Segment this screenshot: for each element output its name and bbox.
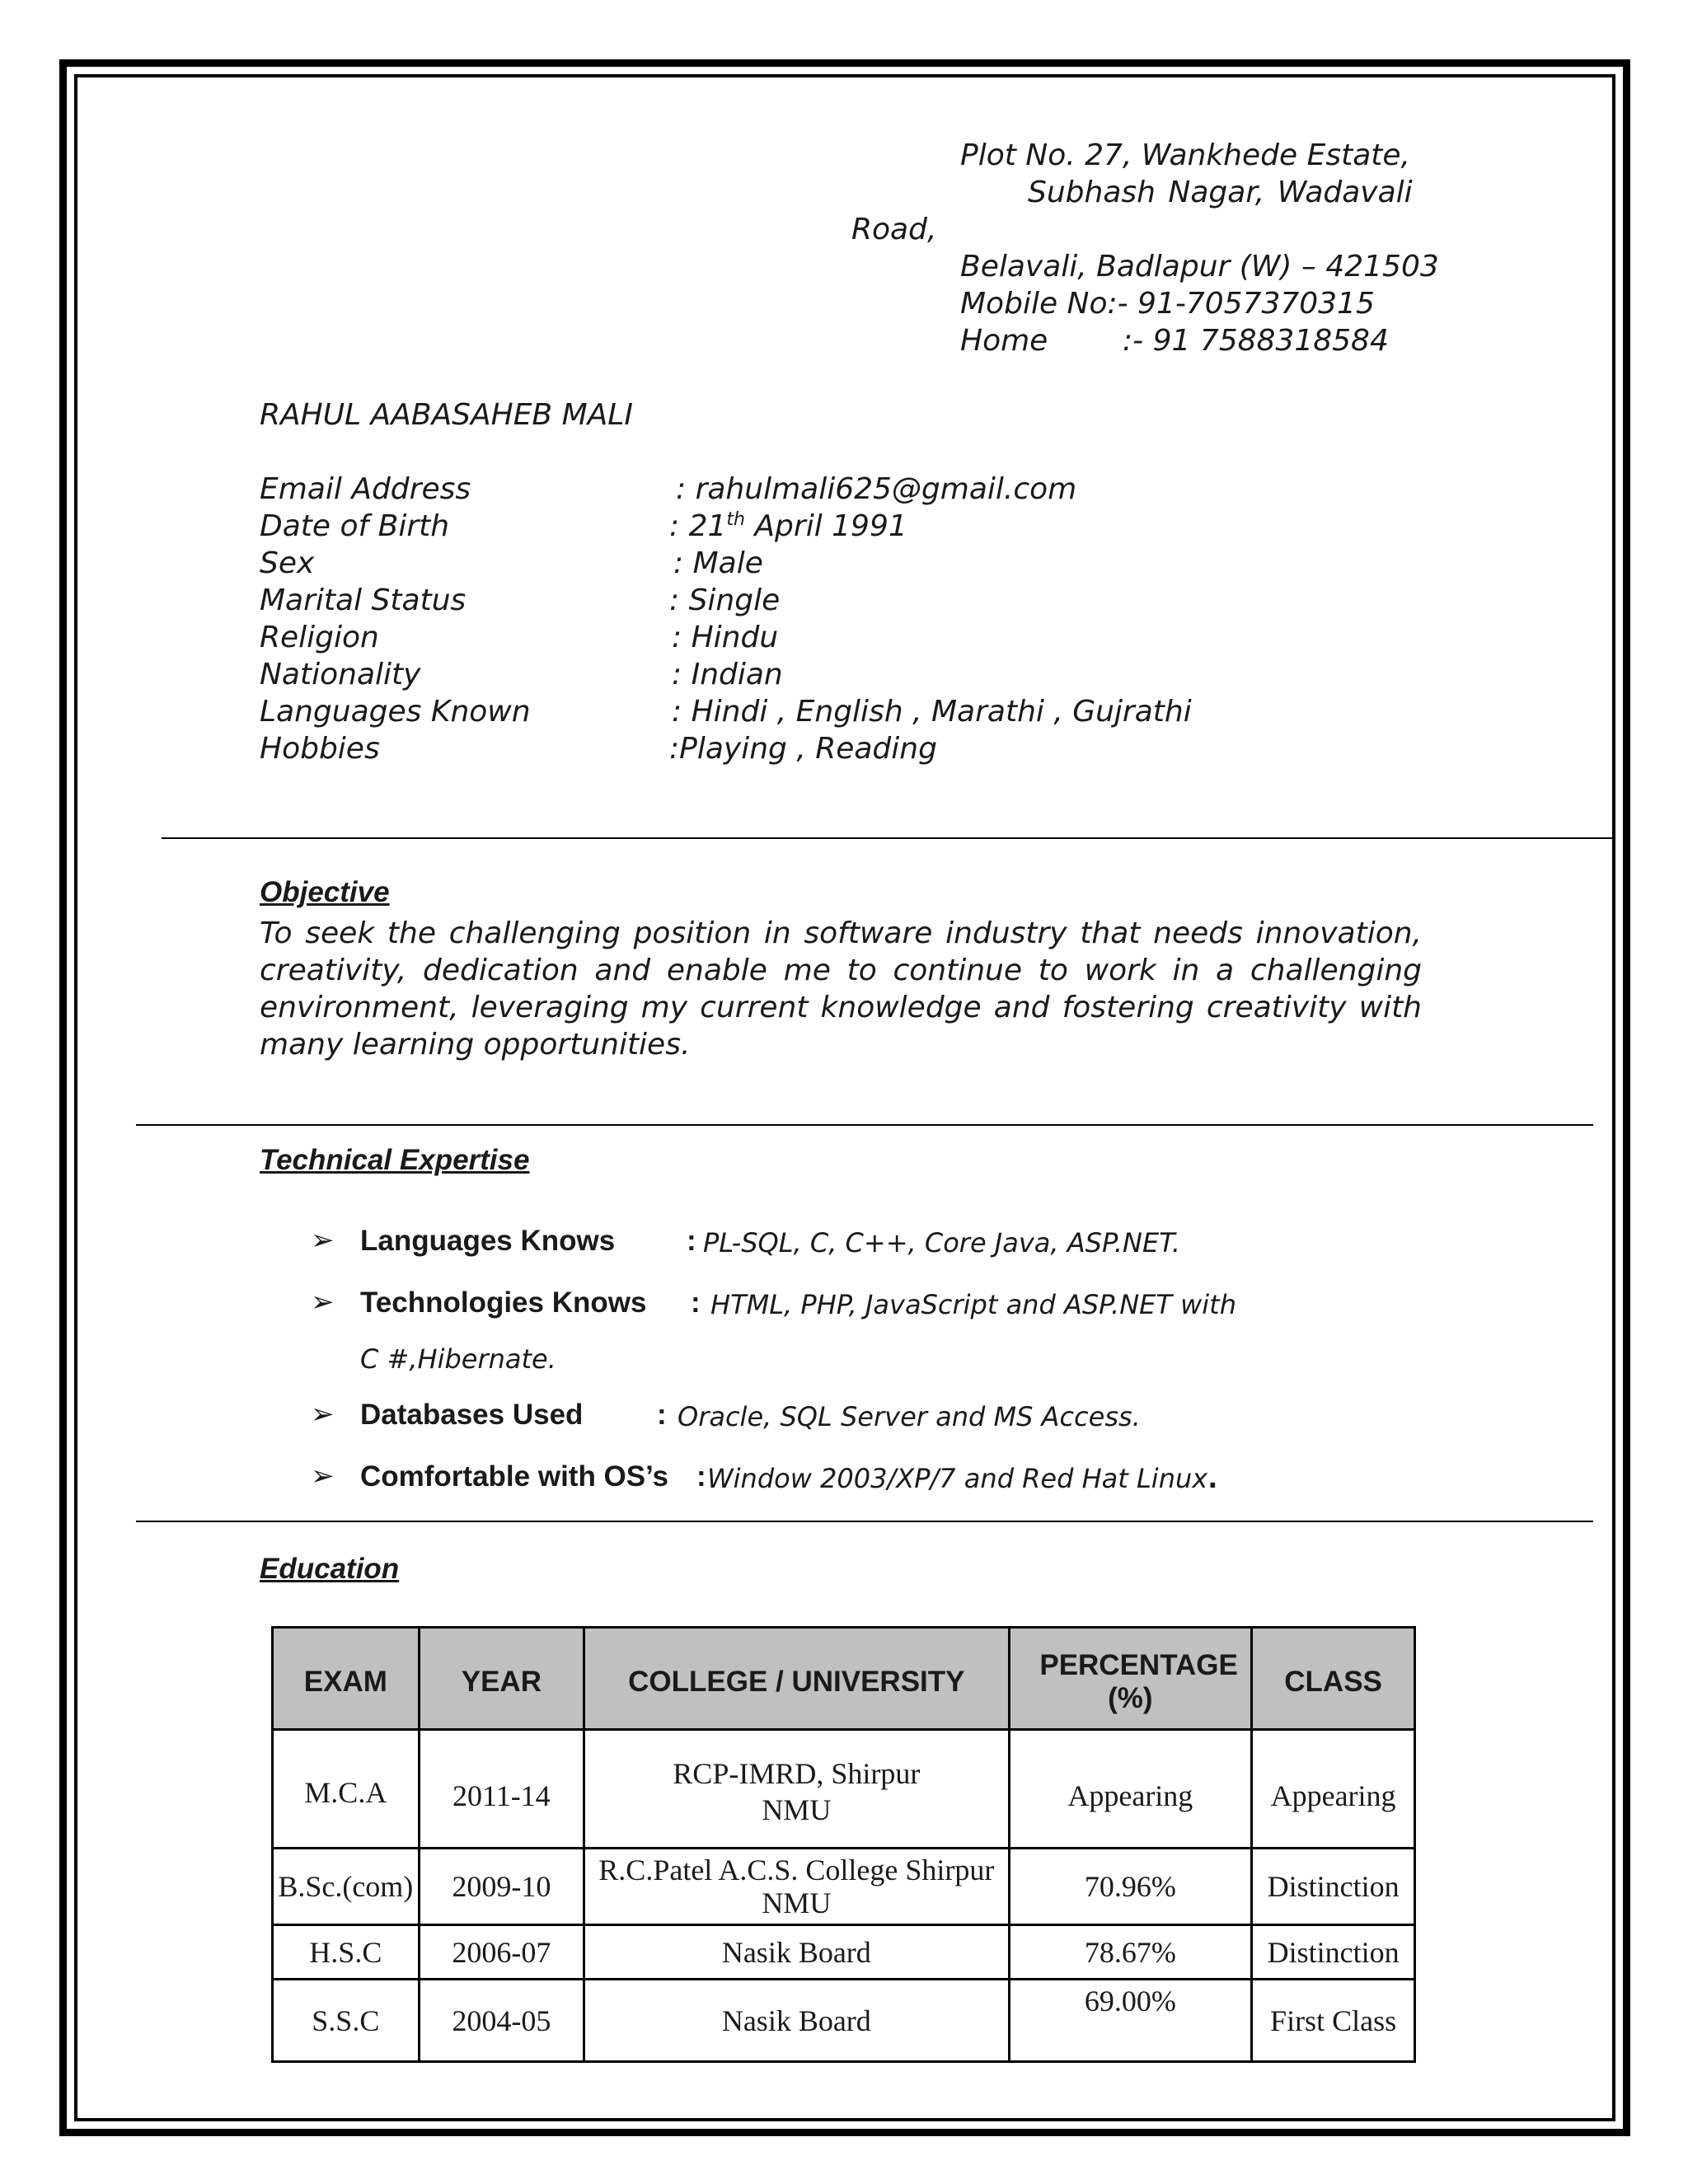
personal-label: Email Address [260,472,471,506]
cell-year: 2009-10 [419,1849,584,1925]
personal-label: Hobbies [260,732,380,766]
tech-value-continued: C #,Hibernate. [360,1343,556,1375]
cell-class: Distinction [1252,1849,1415,1925]
cell-class: Distinction [1252,1925,1415,1980]
personal-value: : Hindi , English , Marathi , Gujrathi [672,695,1192,729]
column-header: YEAR [419,1628,584,1730]
address-home-label: Home [960,324,1048,358]
tech-value: PL-SQL, C, C++, Core Java, ASP.NET. [703,1227,1181,1258]
personal-label: Languages Known [260,695,531,729]
cell-year: 2011-14 [419,1730,584,1849]
column-header: EXAM [273,1628,420,1730]
tech-colon: : [691,1286,701,1319]
section-divider [136,1124,1593,1126]
cell-year: 2006-07 [419,1925,584,1980]
arrow-bullet-icon: ➢ [311,1224,335,1257]
objective-heading: Objective [260,876,390,908]
personal-value-dob: : 21th April 1991 [669,509,907,543]
cell-year: 2004-05 [419,1980,584,2062]
table-row [273,1980,1415,2062]
personal-label: Nationality [260,658,421,691]
personal-value: : Indian [672,658,783,691]
personal-value: : rahulmali625@gmail.com [676,472,1077,506]
technical-heading: Technical Expertise [260,1144,530,1176]
tech-value: Window 2003/XP/7 and Red Hat Linux. [707,1463,1218,1494]
cell-college: Nasik Board [584,1925,1009,1980]
address-home-value: :- 91 7588318584 [1123,324,1389,358]
section-divider [162,837,1615,839]
education-table [271,1626,1416,2063]
cell-exam: M.C.A [273,1730,420,1849]
address-line1: Plot No. 27, Wankhede Estate, [960,138,1410,172]
cell-percentage: 78.67% [1009,1925,1252,1980]
personal-value: : Male [673,546,763,580]
cell-college: Nasik Board [584,1980,1009,2062]
column-header: PERCENTAGE (%) [1009,1628,1252,1730]
arrow-bullet-icon: ➢ [311,1460,335,1493]
tech-label: Databases Used [360,1399,584,1431]
tech-value: HTML, PHP, JavaScript and ASP.NET with [710,1289,1236,1320]
cell-exam: H.S.C [273,1925,420,1980]
cell-college: R.C.Patel A.C.S. College Shirpur NMU [584,1849,1009,1925]
personal-label: Religion [260,621,379,654]
objective-text: To seek the challenging position in software industry that needs innovation, creativity, dedication and enable me to continue to work in a challenging environment, leveraging my current knowledge and fostering creativity with many learning opportunities. [260,916,1422,1062]
arrow-bullet-icon: ➢ [311,1398,335,1431]
cell-exam: B.Sc.(com) [273,1849,420,1925]
candidate-name: RAHUL AABASAHEB MALI [260,398,633,432]
column-header: CLASS [1252,1628,1415,1730]
address-line3: Road, [851,213,937,246]
section-divider [136,1521,1593,1522]
tech-value: Oracle, SQL Server and MS Access. [678,1401,1141,1432]
education-heading: Education [260,1553,400,1585]
tech-colon: : [657,1399,667,1431]
cell-percentage: 70.96% [1009,1849,1252,1925]
address-line4: Belavali, Badlapur (W) – 421503 [960,250,1439,284]
personal-value: : Single [669,583,781,617]
tech-label: Comfortable with OS’s [360,1460,669,1493]
personal-value: : Hindu [672,621,779,654]
personal-label: Marital Status [260,583,467,617]
arrow-bullet-icon: ➢ [311,1286,335,1319]
cell-percentage: Appearing [1009,1730,1252,1849]
tech-label: Technologies Knows [360,1286,647,1319]
cell-class: Appearing [1252,1730,1415,1849]
table-header-row [273,1628,1415,1730]
cell-percentage: 69.00% [1009,1980,1252,2062]
cell-exam: S.S.C [273,1980,420,2062]
personal-label: Sex [260,546,315,580]
cell-class: First Class [1252,1980,1415,2062]
table-row [273,1925,1415,1980]
tech-colon: : [696,1460,706,1493]
tech-colon: : [687,1225,696,1257]
cell-college: RCP-IMRD, Shirpur NMU [584,1730,1009,1849]
personal-value: :Playing , Reading [669,732,937,766]
personal-label: Date of Birth [260,509,450,543]
tech-label: Languages Knows [360,1225,616,1257]
column-header: COLLEGE / UNIVERSITY [584,1628,1009,1730]
address-mobile: Mobile No:- 91-7057370315 [960,287,1375,321]
address-line2: Subhash Nagar, Wadavali [1028,176,1413,209]
table-row [273,1849,1415,1925]
table-row [273,1730,1415,1849]
